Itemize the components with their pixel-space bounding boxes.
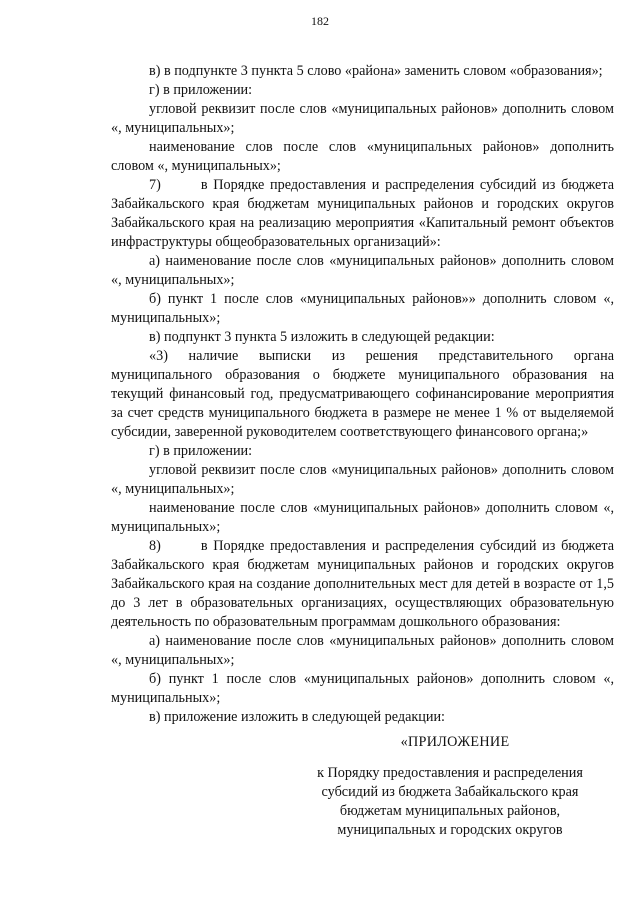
- appendix-caption: [300, 764, 600, 840]
- paragraph: в) приложение изложить в следующей редакции:: [149, 709, 445, 725]
- appendix-line: к Порядку предоставления и распределения: [317, 765, 583, 781]
- paragraph: б) пункт 1 после слов «муниципальных районов»» дополнить словом «, муниципальных»;: [111, 291, 614, 326]
- paragraph: г) в приложении:: [149, 443, 253, 459]
- appendix-line: бюджетам муниципальных районов,: [339, 803, 561, 819]
- document-body: [111, 62, 614, 727]
- paragraph: наименование слов после слов «муниципальных районов» дополнить словом «, муниципальных»;: [111, 139, 614, 174]
- paragraph: г) в приложении:: [149, 82, 253, 98]
- paragraph: «3) наличие выписки из решения представительного органа муниципального образования о бюджете муниципального образования на текущий финансовый год, предусматривающего софинансирование мероприятия за счет средств муниципального бюджета в размере не менее 1 % от выделяемой субсидии, заверенной руководителем соответствующего финансового органа;»: [111, 348, 614, 440]
- paragraph: 7) в Порядке предоставления и распределения субсидий из бюджета Забайкальского края бюджетам муниципальных районов и городских округов Забайкальского края на реализацию мероприятия «Капитальный ремонт объектов инфраструктуры общеобразовательных организаций»:: [111, 177, 614, 250]
- paragraph: а) наименование после слов «муниципальных районов» дополнить словом «, муниципальных»;: [111, 633, 614, 668]
- paragraph: в) подпункт 3 пункта 5 изложить в следующей редакции:: [149, 329, 495, 345]
- appendix-line: муниципальных и городских округов: [337, 822, 563, 838]
- page-number: 182: [311, 14, 329, 28]
- paragraph: наименование после слов «муниципальных районов» дополнить словом «, муниципальных»;: [111, 500, 614, 535]
- paragraph: б) пункт 1 после слов «муниципальных районов» дополнить словом «, муниципальных»;: [111, 671, 614, 706]
- appendix-line: субсидий из бюджета Забайкальского края: [321, 784, 579, 800]
- paragraph: а) наименование после слов «муниципальных районов» дополнить словом «, муниципальных»;: [111, 253, 614, 288]
- paragraph: угловой реквизит после слов «муниципальных районов» дополнить словом «, муниципальных»;: [111, 462, 614, 497]
- paragraph: в) в подпункте 3 пункта 5 слово «района» заменить словом «образования»;: [149, 63, 603, 79]
- paragraph: угловой реквизит после слов «муниципальных районов» дополнить словом «, муниципальных»;: [111, 101, 614, 136]
- appendix-title: «ПРИЛОЖЕНИЕ: [400, 734, 510, 750]
- paragraph: 8) в Порядке предоставления и распределения субсидий из бюджета Забайкальского края бюджетам муниципальных районов и городских округов Забайкальского края на создание дополнительных мест для детей в возрасте от 1,5 до 3 лет в образовательных организациях, осуществляющих образовательную деятельность по образовательным программам дошкольного образования:: [111, 538, 614, 630]
